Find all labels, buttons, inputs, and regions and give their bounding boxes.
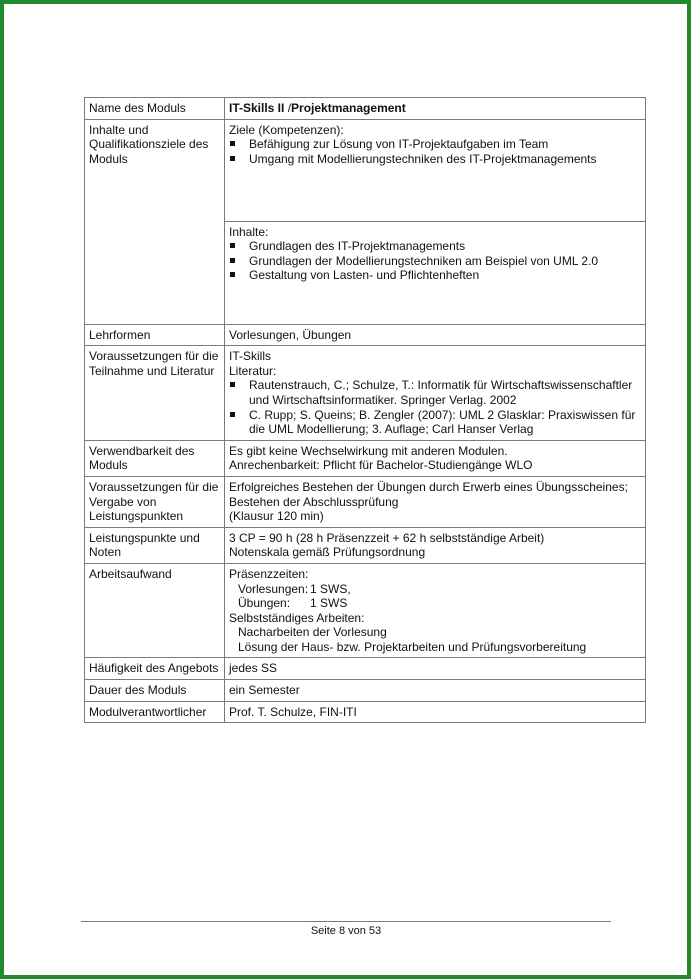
row-module-name: [85, 98, 646, 120]
value-credit-requirements: [225, 476, 646, 527]
value-usability: [225, 440, 646, 476]
label-prerequisites: Voraussetzungen für die Teilnahme und Literatur: [85, 346, 225, 441]
module-name-slash: /: [287, 101, 292, 115]
workload-lectures-value: 1 SWS,: [310, 581, 351, 596]
label-teaching-forms: Lehrformen: [85, 324, 225, 346]
row-responsible: [85, 701, 646, 723]
usability-line: Es gibt keine Wechselwirkung mit anderen Modulen.: [229, 443, 508, 458]
content-item: Grundlagen der Modellierungstechniken am Beispiel von UML 2.0: [229, 254, 641, 269]
literature-item: C. Rupp; S. Queins; B. Zengler (2007): UML 2 Glasklar: Praxiswissen für die UML Modellierung; 3. Auflage; Carl Hanser Verlag: [229, 408, 641, 437]
module-name-part1: IT-Skills II: [229, 101, 288, 115]
value-credits: [225, 527, 646, 563]
label-workload: Arbeitsaufwand: [85, 563, 225, 658]
value-workload: [225, 563, 646, 658]
workload-exercises-label: Übungen:: [238, 596, 291, 611]
content-item: Grundlagen des IT-Projektmanagements: [229, 239, 641, 254]
goal-item: Befähigung zur Lösung von IT-Projektaufgaben im Team: [229, 137, 641, 152]
value-module-name: [225, 98, 646, 120]
credit-req-line: Erfolgreiches Bestehen der Übungen durch Erwerb eines Übungsscheines; Bestehen der Abschlussprüfung: [229, 479, 628, 509]
row-content-goals: [85, 119, 646, 324]
usability-line: Anrechenbarkeit: Pflicht für Bachelor-Studiengänge WLO: [229, 458, 533, 473]
value-duration: ein Semester: [225, 680, 646, 702]
row-frequency: [85, 658, 646, 680]
workload-self-item: Nacharbeiten der Vorlesung: [238, 625, 387, 640]
credit-req-line: (Klausur 120 min): [229, 509, 324, 524]
value-frequency: jedes SS: [225, 658, 646, 680]
row-duration: [85, 680, 646, 702]
goals-heading: Ziele (Kompetenzen):: [229, 122, 344, 137]
workload-lectures: [229, 582, 641, 597]
label-usability: Verwendbarkeit des Moduls: [85, 440, 225, 476]
value-content-goals: [225, 119, 646, 324]
credits-line: 3 CP = 90 h (28 h Präsenzzeit + 62 h selbstständige Arbeit): [229, 530, 545, 545]
workload-heading: Selbstständiges Arbeiten:: [229, 610, 365, 625]
label-credits: Leistungspunkte und Noten: [85, 527, 225, 563]
module-description-table: [84, 97, 646, 723]
value-prerequisites: [225, 346, 646, 441]
contents-list: [229, 239, 641, 283]
workload-lectures-label: Vorlesungen:: [238, 581, 309, 596]
workload-exercises-value: 1 SWS: [310, 596, 348, 611]
label-credit-requirements: Voraussetzungen für die Vergabe von Leistungspunkten: [85, 476, 225, 527]
row-teaching-forms: [85, 324, 646, 346]
value-responsible: Prof. T. Schulze, FIN-ITI: [225, 701, 646, 723]
footer-divider: [81, 921, 611, 922]
goal-item: Umgang mit Modellierungstechniken des IT-Projektmanagements: [229, 152, 641, 167]
row-prerequisites: [85, 346, 646, 441]
workload-heading: Präsenzzeiten:: [229, 566, 309, 581]
row-credit-requirements: [85, 476, 646, 527]
label-module-name: Name des Moduls: [85, 98, 225, 120]
goals-list: [229, 137, 641, 166]
row-credits: [85, 527, 646, 563]
literature-heading: Literatur:: [229, 363, 277, 378]
literature-item: Rautenstrauch, C.; Schulze, T.: Informatik für Wirtschaftswissenschaftler und Wirtschaftsinformatiker. Springer Verlag. 2002: [229, 378, 641, 407]
label-frequency: Häufigkeit des Angebots: [85, 658, 225, 680]
label-content-goals: Inhalte und Qualifikationsziele des Moduls: [85, 119, 225, 324]
workload-self-item: Lösung der Haus- bzw. Projektarbeiten und Prüfungsvorbereitung: [238, 639, 587, 654]
label-duration: Dauer des Moduls: [85, 680, 225, 702]
row-usability: [85, 440, 646, 476]
contents-heading: Inhalte:: [229, 224, 269, 239]
row-workload: [85, 563, 646, 658]
credits-line: Notenskala gemäß Prüfungsordnung: [229, 545, 426, 560]
value-teaching-forms: Vorlesungen, Übungen: [225, 324, 646, 346]
contents-block: [225, 222, 645, 324]
module-name-part2: Projektmanagement: [291, 101, 406, 115]
label-responsible: Modulverantwortlicher: [85, 701, 225, 723]
workload-exercises: [229, 596, 641, 611]
literature-list: [229, 378, 641, 436]
content-item: Gestaltung von Lasten- und Pflichtenheften: [229, 268, 641, 283]
prereq-line: IT-Skills: [229, 349, 271, 364]
page-number: Seite 8 von 53: [310, 925, 382, 937]
goals-block: [225, 120, 645, 222]
